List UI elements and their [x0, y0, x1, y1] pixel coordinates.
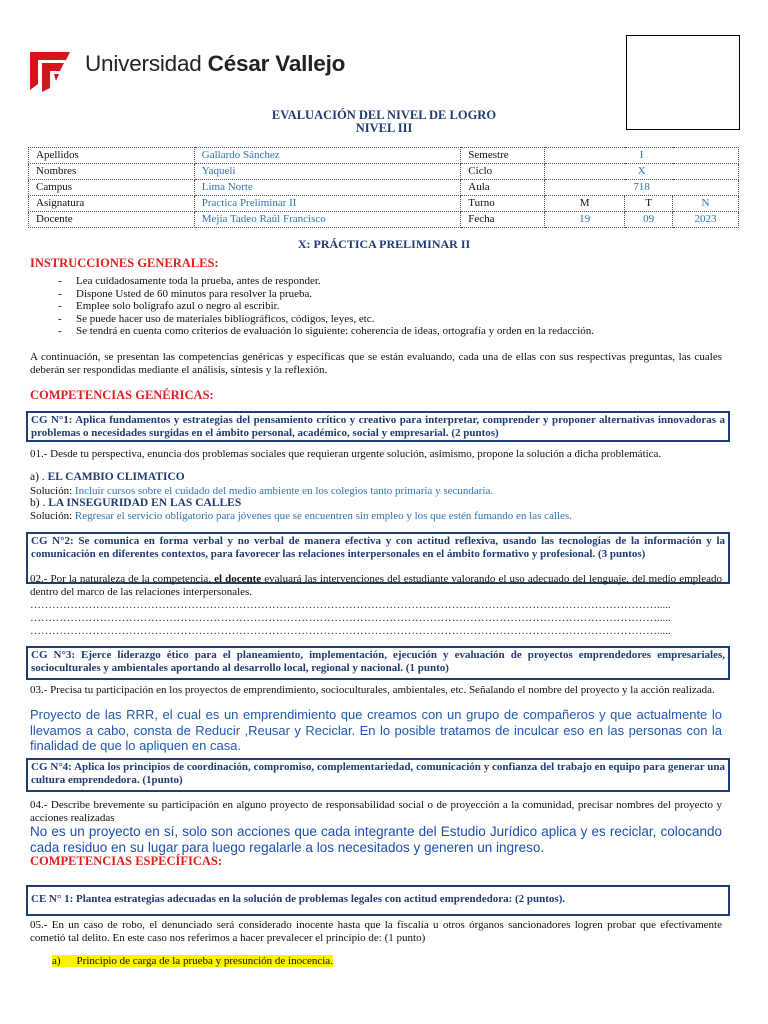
table-row — [29, 180, 739, 196]
label-fecha: Fecha — [461, 212, 545, 228]
course-title: X: PRÁCTICA PRELIMINAR II — [297, 237, 471, 251]
fecha-day: 19 — [545, 212, 625, 228]
answer-b-solution: Solución: Regresar el servicio obligatorio para jóvenes que se encuentren sin empleo y los que estén fumando en las calles. — [30, 510, 572, 522]
fecha-year: 2023 — [673, 212, 739, 228]
label-turno: Turno — [461, 196, 545, 212]
label-aula: Aula — [461, 180, 545, 196]
list-item: - Se tendrá en cuenta como criterios de evaluación lo siguiente: coherencia de ideas, ortografía y orden en la redacción. — [58, 325, 594, 338]
answer-a-solution: Solución: Incluir cursos sobre el cuidado del medio ambiente en los colegios tanto primaria y secundaria. — [30, 485, 494, 497]
value-docente: Mejía Tadeo Raúl Francisco — [194, 212, 461, 228]
label-nombres: Nombres — [29, 164, 195, 180]
value-apellidos: Gallardo Sánchez — [194, 148, 461, 164]
label-ciclo: Ciclo — [461, 164, 545, 180]
value-ciclo: X — [545, 164, 739, 180]
list-item: - Emplee solo bolígrafo azul o negro al escribir. — [58, 300, 594, 313]
value-asignatura: Practica Preliminar II — [194, 196, 461, 212]
evaluation-level: NIVEL III — [355, 121, 413, 135]
answer-05: a) Principio de carga de la prueba y presunción de inocencia. — [52, 955, 333, 967]
label-semestre: Semestre — [461, 148, 545, 164]
turno-m: M — [545, 196, 625, 212]
list-item: - Se puede hacer uso de materiales bibliográficos, códigos, leyes, etc. — [58, 313, 594, 326]
specific-competencies-title: COMPETENCIAS ESPECÍFICAS: — [30, 854, 223, 868]
value-semestre: I — [545, 148, 739, 164]
list-item: - Lea cuidadosamente toda la prueba, antes de responder. — [58, 275, 594, 288]
fecha-month: 09 — [625, 212, 673, 228]
answer-line: ………………………………………………………………………………………………………………………………………………………..... — [30, 599, 671, 611]
question-04: 04.- Describe brevemente su participación en alguno proyecto de responsabilidad social o de proyección a la comunidad, precisar nombres del proyecto y acciones realizadas — [30, 799, 722, 824]
answer-04: No es un proyecto en sí, solo son acciones que cada integrante del Estudio Jurídico aplica y es reciclar, colocando cada residuo en su lugar para luego regalarle a los necesitados y generen un ingreso. — [30, 824, 722, 855]
list-item: - Dispone Usted de 60 minutos para resolver la prueba. — [58, 288, 594, 301]
ce1-box: CE N° 1: Plantea estrategias adecuadas en la solución de problemas legales con actitud emprendedora: (2 puntos). — [26, 885, 730, 916]
label-docente: Docente — [29, 212, 195, 228]
question-03: 03.- Precisa tu participación en los proyectos de emprendimiento, socioculturales, ambientales, etc. Señalando el nombre del proyecto y la acción realizada. — [30, 684, 715, 696]
label-asignatura: Asignatura — [29, 196, 195, 212]
table-row — [29, 196, 739, 212]
university-name: Universidad César Vallejo — [85, 51, 346, 76]
turno-n: N — [673, 196, 739, 212]
value-nombres: Yaqueli — [194, 164, 461, 180]
label-campus: Campus — [29, 180, 195, 196]
table-row — [29, 212, 739, 228]
table-row — [29, 148, 739, 164]
evaluation-title: EVALUACIÓN DEL NIVEL DE LOGRO — [271, 108, 497, 122]
answer-a: a) . EL CAMBIO CLIMATICO — [30, 471, 185, 483]
student-info-table — [28, 147, 739, 228]
cg2-box: CG N°2: Se comunica en forma verbal y no verbal de manera efectiva y con actitud reflexiva, usando las tecnologías de la información y la comunicación en diferentes contextos, para favorecer las relaciones interpersonales en el ámbito formativo y profesional. (3 puntos) — [26, 532, 730, 584]
instructions-list — [58, 275, 594, 338]
value-aula: 718 — [545, 180, 739, 196]
table-row — [29, 164, 739, 180]
answer-line: ………………………………………………………………………………………………………………………………………………………..... — [30, 612, 671, 624]
answer-line: ………………………………………………………………………………………………………………………………………………………..... — [30, 625, 671, 637]
cg3-box: CG N°3: Ejerce liderazgo ético para el planeamiento, implementación, ejecución y evaluación de proyectos emprendedores empresariales, socioculturales y ambientales aportando al desarrollo local, regional y nacional. (1 punto) — [26, 646, 730, 680]
answer-03: Proyecto de las RRR, el cual es un emprendimiento que creamos con un grupo de compañeros y que actualmente lo llevamos a cabo, consta de Reducir ,Reusar y Reciclar. En lo posible tratamos de inculcar eso en las personas con la finalidad de que lo apliquen en casa. — [30, 707, 722, 753]
turno-t: T — [625, 196, 673, 212]
question-02: 02.- Por la naturaleza de la competencia, el docente evaluará las intervenciones del estudiante valorando el uso adecuado del lenguaje, del medio empleado dentro del marco de las relaciones interpersonales. — [30, 573, 722, 598]
question-01: 01.- Desde tu perspectiva, enuncia dos problemas sociales que requieran urgente solución, asimismo, propone la solución a dicha problemática. — [30, 448, 662, 460]
generic-competencies-title: COMPETENCIAS GENÉRICAS: — [30, 388, 214, 402]
label-apellidos: Apellidos — [29, 148, 195, 164]
intro-paragraph: A continuación, se presentan las competencias genéricas y específicas que se están evaluando, cada una de ellas con sus respectivas preguntas, las cuales deberán ser respondidas mediante el análisis, síntesis y la reflexión. — [30, 351, 722, 376]
value-campus: Lima Norte — [194, 180, 461, 196]
cg1-box: CG N°1: Aplica fundamentos y estrategias del pensamiento crítico y creativo para interpretar, comprender y proponer alternativas innovadoras a problemas o necesidades surgidas en el ámbito personal, académico, social y empresarial. (2 puntos) — [26, 411, 730, 442]
instructions-title: INSTRUCCIONES GENERALES: — [30, 256, 219, 270]
cg4-box: CG N°4: Aplica los principios de coordinación, compromiso, complementariedad, comunicación y confianza del trabajo en equipo para generar una cultura emprendedora. (1punto) — [26, 758, 730, 792]
question-05: 05.- En un caso de robo, el denunciado será considerado inocente hasta que la fiscalía u otros órganos sancionadores logren probar que efectivamente cometió tal delito. En este caso nos referimos a hacer prevalecer el principio de: (1 punto) — [30, 919, 722, 944]
answer-b: b) . LA INSEGURIDAD EN LAS CALLES — [30, 497, 242, 509]
